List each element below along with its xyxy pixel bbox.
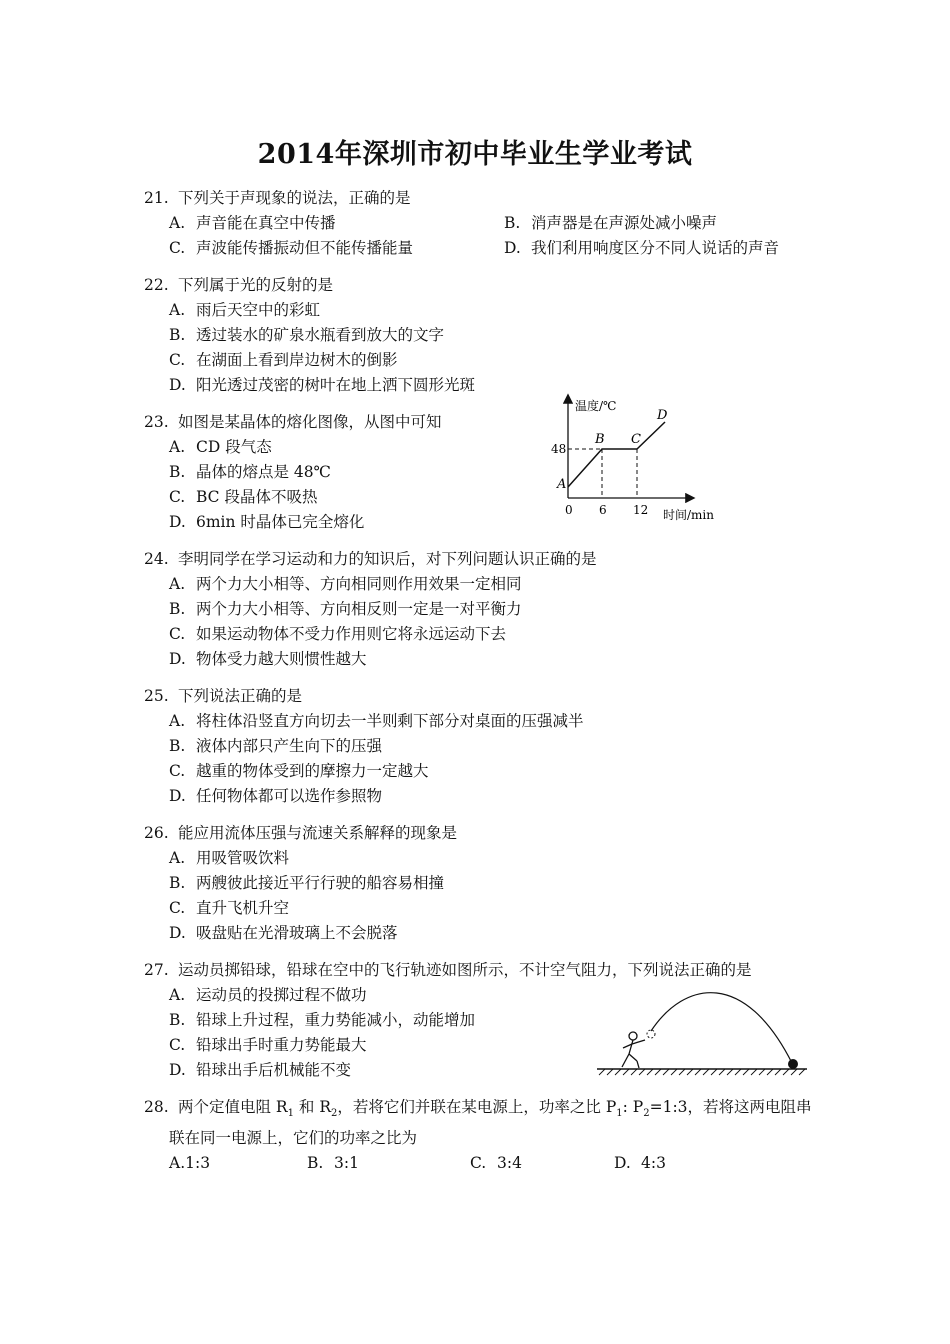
option-text: 3:1 (334, 1154, 359, 1173)
option-b[interactable] (144, 460, 442, 485)
option-label: B. (504, 214, 521, 232)
question-22 (144, 273, 475, 398)
question-number: 28. (144, 1098, 169, 1116)
question-stem (144, 684, 584, 709)
option-text: BC 段晶体不吸热 (196, 488, 318, 506)
option-row (144, 211, 718, 236)
option-label: D. (169, 376, 186, 394)
option-label: C. (470, 1154, 487, 1173)
option-label: A. (169, 575, 186, 593)
option-a[interactable] (144, 709, 584, 734)
point-a: A (557, 477, 567, 492)
question-stem (144, 410, 442, 435)
option-label: D. (504, 239, 521, 257)
option-text: 6min 时晶体已完全熔化 (196, 513, 365, 531)
option-d[interactable] (504, 236, 779, 261)
option-label: D. (169, 924, 186, 942)
option-b[interactable] (144, 323, 475, 348)
option-label: C. (169, 625, 186, 643)
point-d: D (657, 408, 668, 423)
option-text: 用吸管吸饮料 (196, 849, 290, 867)
option-label: D. (169, 787, 186, 805)
shot-release-dashed (647, 1030, 655, 1038)
option-text: 晶体的熔点是 48℃ (196, 463, 331, 481)
option-label: B. (169, 1011, 186, 1029)
option-text: 在湖面上看到岸边树木的倒影 (196, 351, 398, 369)
option-label: A. (169, 1154, 186, 1173)
question-number: 25. (144, 687, 169, 705)
option-d[interactable] (144, 647, 597, 672)
option-row (144, 236, 780, 261)
option-label: B. (169, 600, 186, 618)
option-text: CD 段气态 (196, 438, 272, 456)
origin-label: 0 (565, 503, 573, 517)
option-text: 物体受力越大则惯性越大 (196, 650, 367, 668)
option-text: 透过装水的矿泉水瓶看到放大的文字 (196, 326, 445, 344)
option-a[interactable] (169, 211, 336, 236)
option-c[interactable] (144, 896, 457, 921)
question-text: 李明同学在学习运动和力的知识后，对下列问题认识正确的是 (178, 550, 597, 568)
question-25 (144, 684, 584, 809)
option-d[interactable] (144, 510, 442, 535)
option-text: 1:3 (185, 1154, 211, 1173)
option-a[interactable] (144, 298, 475, 323)
option-c[interactable] (144, 622, 597, 647)
exam-title: 2014年深圳市初中毕业生学业考试 (257, 139, 693, 170)
option-text: 4:3 (641, 1154, 666, 1173)
option-label: D. (169, 1061, 186, 1079)
option-text: 阳光透过茂密的树叶在地上洒下圆形光斑 (196, 376, 476, 394)
option-label: A. (169, 438, 186, 456)
option-c[interactable] (144, 348, 475, 373)
shot-put-figure (595, 985, 810, 1080)
option-a[interactable] (144, 572, 597, 597)
question-text: 如图是某晶体的熔化图像，从图中可知 (178, 413, 442, 431)
option-label: D. (614, 1154, 631, 1173)
option-c[interactable] (470, 1151, 522, 1176)
option-b[interactable] (144, 871, 457, 896)
option-d[interactable] (614, 1151, 666, 1176)
option-label: A. (169, 986, 186, 1004)
question-text: 运动员掷铅球，铅球在空中的飞行轨迹如图所示，不计空气阻力，下列说法正确的是 (178, 961, 752, 979)
option-label: A. (169, 301, 186, 319)
option-label: C. (169, 1036, 186, 1054)
option-text: 声音能在真空中传播 (196, 214, 336, 232)
option-text: 吸盘贴在光滑玻璃上不会脱落 (196, 924, 398, 942)
option-c[interactable] (144, 759, 584, 784)
option-label: A. (169, 214, 186, 232)
option-text: 如果运动物体不受力作用则它将永远运动下去 (196, 625, 507, 643)
option-text: 将柱体沿竖直方向切去一半则剩下部分对桌面的压强减半 (196, 712, 584, 730)
option-label: C. (169, 351, 186, 369)
question-stem (144, 821, 457, 846)
question-23 (144, 410, 442, 535)
question-text: 下列属于光的反射的是 (178, 276, 334, 294)
option-row (144, 1151, 812, 1176)
option-text: 雨后天空中的彩虹 (196, 301, 321, 319)
question-number: 27. (144, 961, 169, 979)
shot-ball (788, 1059, 798, 1069)
athlete-figure (622, 1032, 645, 1068)
question-number: 22. (144, 276, 169, 294)
question-28 (144, 1095, 812, 1176)
question-24 (144, 547, 597, 672)
option-label: B. (169, 737, 186, 755)
option-text: 两个力大小相等、方向相反则一定是一对平衡力 (196, 600, 522, 618)
question-text: 下列关于声现象的说法，正确的是 (178, 189, 411, 207)
option-label: D. (169, 650, 186, 668)
option-d[interactable] (144, 784, 584, 809)
x-axis-label: 时间/min (663, 508, 714, 522)
option-text: 直升飞机升空 (196, 899, 290, 917)
question-number: 23. (144, 413, 169, 431)
option-a[interactable] (144, 435, 442, 460)
option-text: 两个力大小相等、方向相同则作用效果一定相同 (196, 575, 522, 593)
question-stem (144, 547, 597, 572)
question-text: 下列说法正确的是 (178, 687, 303, 705)
option-label: A. (169, 712, 186, 730)
option-label: B. (307, 1154, 324, 1173)
option-b[interactable] (144, 734, 584, 759)
question-number: 21. (144, 189, 169, 207)
question-stem (144, 186, 411, 211)
option-c[interactable] (144, 485, 442, 510)
option-text: 我们利用响度区分不同人说话的声音 (531, 239, 780, 257)
option-c[interactable] (169, 236, 413, 261)
option-label: C. (169, 899, 186, 917)
option-b[interactable] (504, 211, 717, 236)
option-d[interactable] (144, 373, 475, 398)
option-text: 声波能传播振动但不能传播能量 (196, 239, 414, 257)
option-b[interactable] (307, 1151, 359, 1176)
trajectory-curve (651, 993, 792, 1063)
option-label: B. (169, 326, 186, 344)
option-label: D. (169, 513, 186, 531)
point-b: B (595, 432, 605, 447)
option-label: B. (169, 874, 186, 892)
melting-curve (568, 422, 665, 487)
option-d[interactable] (144, 921, 457, 946)
question-text: 两个定值电阻 $R_1$ 和 $R_2$，若将它们并联在某电源上，功率之比 $P_1$: $P_2=1:3$，若将这两电阻串 (178, 1098, 812, 1120)
question-stem (144, 273, 475, 298)
option-text: 两艘彼此接近平行行驶的船容易相撞 (196, 874, 445, 892)
question-26 (144, 821, 457, 946)
option-label: A. (169, 849, 186, 867)
option-text: 运动员的投掷过程不做功 (196, 986, 367, 1004)
option-text: 铅球出手后机械能不变 (196, 1061, 352, 1079)
question-text: 能应用流体压强与流速关系解释的现象是 (178, 824, 458, 842)
y-tick-48: 48 (551, 442, 567, 456)
option-text: 铅球出手时重力势能最大 (196, 1036, 367, 1054)
option-text: 铅球上升过程，重力势能减小，动能增加 (196, 1011, 476, 1029)
y-axis-label: 温度/℃ (575, 399, 617, 413)
option-text: 3:4 (497, 1154, 522, 1173)
point-c: C (631, 432, 641, 447)
option-text: 消声器是在声源处减小噪声 (531, 214, 718, 232)
x-tick-6: 6 (599, 503, 607, 517)
option-label: C. (169, 239, 186, 257)
option-a[interactable] (169, 1151, 210, 1176)
x-tick-12: 12 (633, 503, 649, 517)
question-number: 26. (144, 824, 169, 842)
question-stem (144, 958, 752, 983)
option-label: B. (169, 463, 186, 481)
option-a[interactable] (144, 846, 457, 871)
ground-hatching (599, 1069, 805, 1075)
option-text: 液体内部只产生向下的压强 (196, 737, 383, 755)
question-stem-continued: 联在同一电源上，它们的功率之比为 (169, 1129, 418, 1148)
option-b[interactable] (144, 597, 597, 622)
question-21 (144, 186, 780, 261)
question-stem (144, 1095, 812, 1126)
question-number: 24. (144, 550, 169, 568)
melting-graph (545, 390, 735, 528)
option-text: 任何物体都可以选作参照物 (196, 787, 383, 805)
option-label: C. (169, 762, 186, 780)
option-label: C. (169, 488, 186, 506)
option-text: 越重的物体受到的摩擦力一定越大 (196, 762, 429, 780)
